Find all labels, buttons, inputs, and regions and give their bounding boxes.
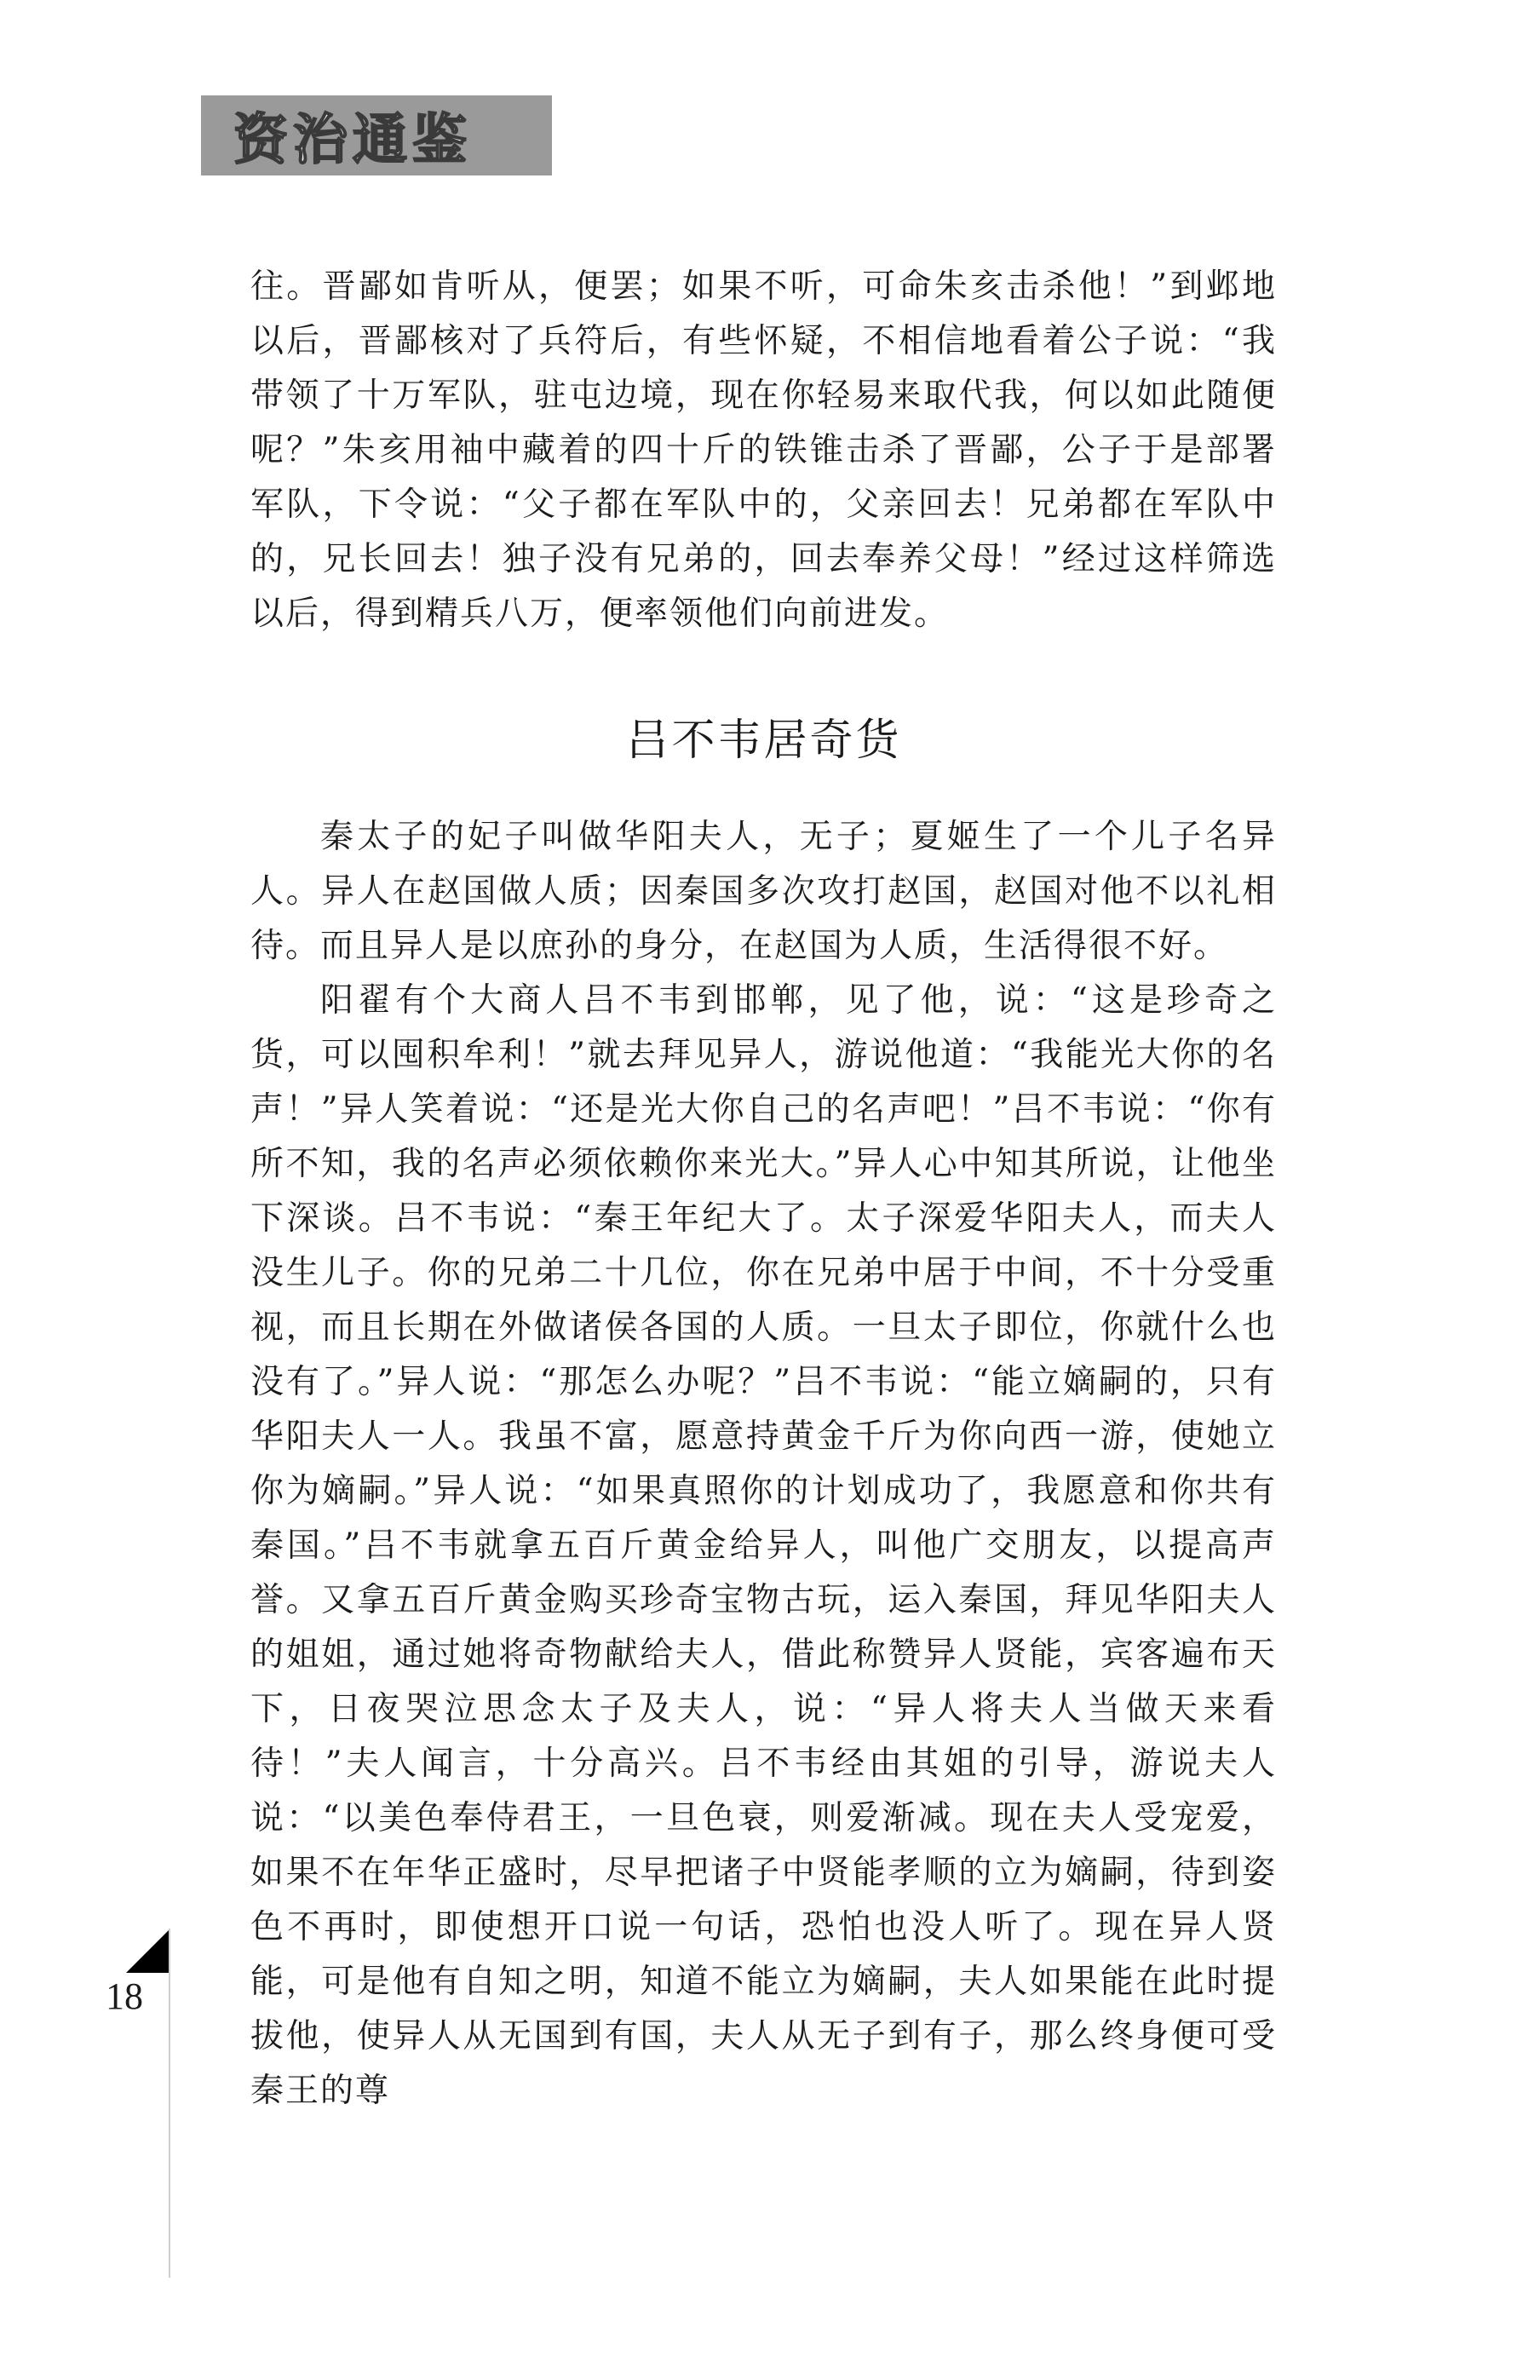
- paragraph-1: 秦太子的妃子叫做华阳夫人，无子；夏姬生了一个儿子名异人。异人在赵国做人质；因秦国多次攻打赵国，赵国对他不以礼相待。而且异人是以庶孙的身分，在赵国为人质，生活得很不好。: [250, 818, 1277, 965]
- section-title: 吕不韦居奇货: [625, 716, 902, 766]
- page-body: [250, 260, 1277, 2118]
- paragraph-2: 阳翟有个大商人吕不韦到邯郸，见了他，说：“这是珍奇之货，可以囤积牟利！”就去拜见异人，游说他道：“我能光大你的名声！”异人笑着说：“还是光大你自己的名声吧！”吕不韦说：“你有所不知，我的名声必须依赖你来光大。”异人心中知其所说，让他坐下深谈。吕不韦说：“秦王年纪大了。太子深爱华阳夫人，而夫人没生儿子。你的兄弟二十几位，你在兄弟中居于中间，不十分受重视，而且长期在外做诸侯各国的人质。一旦太子即位，你就什么也没有了。”异人说：“那怎么办呢？”吕不韦说：“能立嫡嗣的，只有华阳夫人一人。我虽不富，愿意持黄金千斤为你向西一游，使她立你为嫡嗣。”异人说：“如果真照你的计划成功了，我愿意和你共有秦国。”吕不韦就拿五百斤黄金给异人，叫他广交朋友，以提高声誉。又拿五百斤黄金购买珍奇宝物古玩，运入秦国，拜见华阳夫人的姐姐，通过她将奇物献给夫人，借此称赞异人贤能，宾客遍布天下，日夜哭泣思念太子及夫人，说：“异人将夫人当做天来看待！”夫人闻言，十分高兴。吕不韦经由其姐的引导，游说夫人说：“以美色奉侍君王，一旦色衰，则爱渐减。现在夫人受宠爱，如果不在年华正盛时，尽早把诸子中贤能孝顺的立为嫡嗣，待到姿色不再时，即使想开口说一句话，恐怕也没人听了。现在异人贤能，可是他有自知之明，知道不能立为嫡嗣，夫人如果能在此时提拔他，使异人从无国到有国，夫人从无子到有子，那么终身便可受秦王的尊: [250, 981, 1277, 2110]
- margin-rule: [169, 1929, 170, 2278]
- book-title: 资治通鉴: [233, 109, 472, 172]
- book-title-banner: [201, 95, 552, 175]
- page-number: 18: [106, 1975, 143, 2017]
- page-corner-triangle-icon: [126, 1929, 170, 1973]
- continued-paragraph: 往。晋鄙如肯听从，便罢；如果不听，可命朱亥击杀他！”到邺地以后，晋鄙核对了兵符后，有些怀疑，不相信地看着公子说：“我带领了十万军队，驻屯边境，现在你轻易来取代我，何以如此随便呢？”朱亥用袖中藏着的四十斤的铁锥击杀了晋鄙，公子于是部署军队，下令说：“父子都在军队中的，父亲回去！兄弟都在军队中的，兄长回去！独子没有兄弟的，回去奉养父母！”经过这样筛选以后，得到精兵八万，便率领他们向前进发。: [250, 267, 1277, 633]
